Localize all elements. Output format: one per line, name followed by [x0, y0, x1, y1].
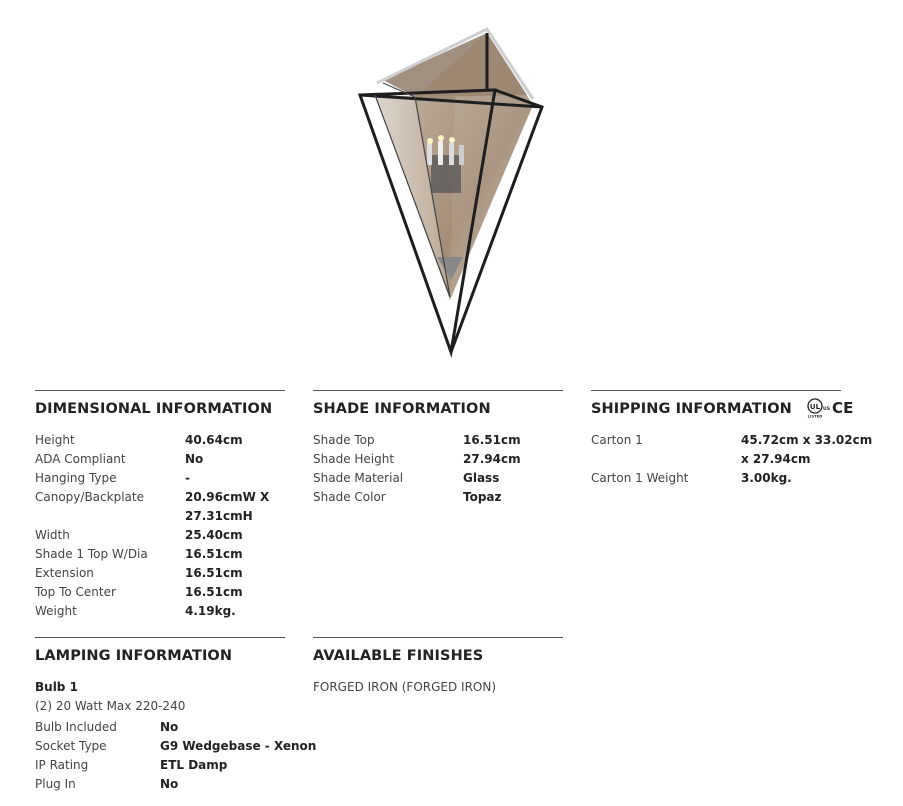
ul-listed-icon	[805, 398, 861, 418]
product-image	[355, 25, 550, 360]
spec-value: 4.19kg.	[185, 604, 236, 618]
finish-item: FORGED IRON (FORGED IRON)	[313, 680, 497, 694]
spec-row	[35, 737, 316, 756]
shipping-section	[591, 390, 872, 488]
spec-row	[35, 450, 285, 469]
spec-value: 27.94cm	[463, 452, 521, 466]
divider	[591, 390, 841, 391]
spec-value: No	[160, 720, 179, 734]
svg-text:UL: UL	[809, 403, 821, 411]
divider	[313, 390, 563, 391]
spec-label: Bulb Included	[35, 720, 117, 734]
spec-label: Socket Type	[35, 739, 107, 753]
lamping-section	[35, 637, 316, 794]
section-title: DIMENSIONAL INFORMATION	[35, 401, 273, 417]
spec-label: Extension	[35, 566, 94, 580]
spec-value: G9 Wedgebase - Xenon	[160, 739, 317, 753]
spec-value: 16.51cm	[463, 433, 521, 447]
spec-row	[35, 564, 285, 583]
divider	[35, 637, 285, 638]
spec-row	[35, 775, 316, 794]
spec-value: 3.00kg.	[741, 471, 792, 485]
spec-label: Shade Height	[313, 452, 395, 466]
lamping-rows	[35, 718, 316, 794]
spec-value: 16.51cm	[185, 566, 243, 580]
spec-label: Shade Color	[313, 490, 386, 504]
spec-row	[35, 469, 285, 488]
spec-value: 20.96cmW X 27.31cmH	[185, 490, 270, 523]
spec-row	[35, 431, 285, 450]
spec-value: 25.40cm	[185, 528, 243, 542]
spec-row	[313, 488, 563, 507]
svg-text:LISTED: LISTED	[807, 414, 823, 418]
spec-row	[313, 450, 563, 469]
spec-value: No	[160, 777, 179, 791]
spec-row	[35, 488, 285, 526]
spec-value: 16.51cm	[185, 585, 243, 599]
spec-label: Shade Material	[313, 471, 404, 485]
spec-row	[313, 469, 563, 488]
spec-value: 40.64cm	[185, 433, 243, 447]
certification-logos	[805, 398, 861, 418]
spec-row	[591, 431, 872, 469]
ce-mark-icon: CE	[832, 399, 854, 417]
spec-value: No	[185, 452, 204, 466]
finishes-section	[313, 637, 563, 697]
spec-label: Carton 1	[591, 433, 643, 447]
spec-value: Topaz	[463, 490, 502, 504]
spec-row	[35, 602, 285, 621]
spec-row	[35, 718, 316, 737]
spec-value: 16.51cm	[185, 547, 243, 561]
spec-value: ETL Damp	[160, 758, 228, 772]
spec-label: Hanging Type	[35, 471, 117, 485]
shade-section	[313, 390, 563, 507]
spec-label: Top To Center	[35, 585, 116, 599]
finishes-list	[313, 678, 563, 697]
divider	[313, 637, 563, 638]
spec-row	[35, 583, 285, 602]
spec-label: ADA Compliant	[35, 452, 126, 466]
spec-row	[35, 545, 285, 564]
bulb-title: Bulb 1	[35, 680, 78, 694]
spec-row	[313, 431, 563, 450]
spec-row	[35, 526, 285, 545]
spec-label: Canopy/Backplate	[35, 490, 144, 504]
dimensional-rows	[35, 431, 285, 621]
section-title: SHADE INFORMATION	[313, 401, 491, 417]
section-title: AVAILABLE FINISHES	[313, 648, 484, 664]
section-title: LAMPING INFORMATION	[35, 648, 233, 664]
spec-label: Carton 1 Weight	[591, 471, 689, 485]
shade-rows	[313, 431, 563, 507]
dimensional-section	[35, 390, 285, 621]
spec-value: -	[185, 471, 190, 485]
spec-label: Height	[35, 433, 75, 447]
shipping-rows	[591, 431, 872, 488]
spec-label: Shade Top	[313, 433, 375, 447]
shipping-title: SHIPPING INFORMATION	[591, 401, 792, 417]
svg-text:US: US	[823, 407, 831, 412]
spec-label: Width	[35, 528, 70, 542]
bulb-description: (2) 20 Watt Max 220-240	[35, 699, 186, 713]
spec-label: Shade 1 Top W/Dia	[35, 547, 148, 561]
divider	[35, 390, 285, 391]
spec-label: Plug In	[35, 777, 76, 791]
spec-row	[35, 756, 316, 775]
spec-row	[591, 469, 872, 488]
section-title	[591, 398, 872, 420]
spec-value: 45.72cm x 33.02cm x 27.94cm	[741, 433, 873, 466]
spec-label: Weight	[35, 604, 77, 618]
spec-value: Glass	[463, 471, 500, 485]
spec-label: IP Rating	[35, 758, 89, 772]
